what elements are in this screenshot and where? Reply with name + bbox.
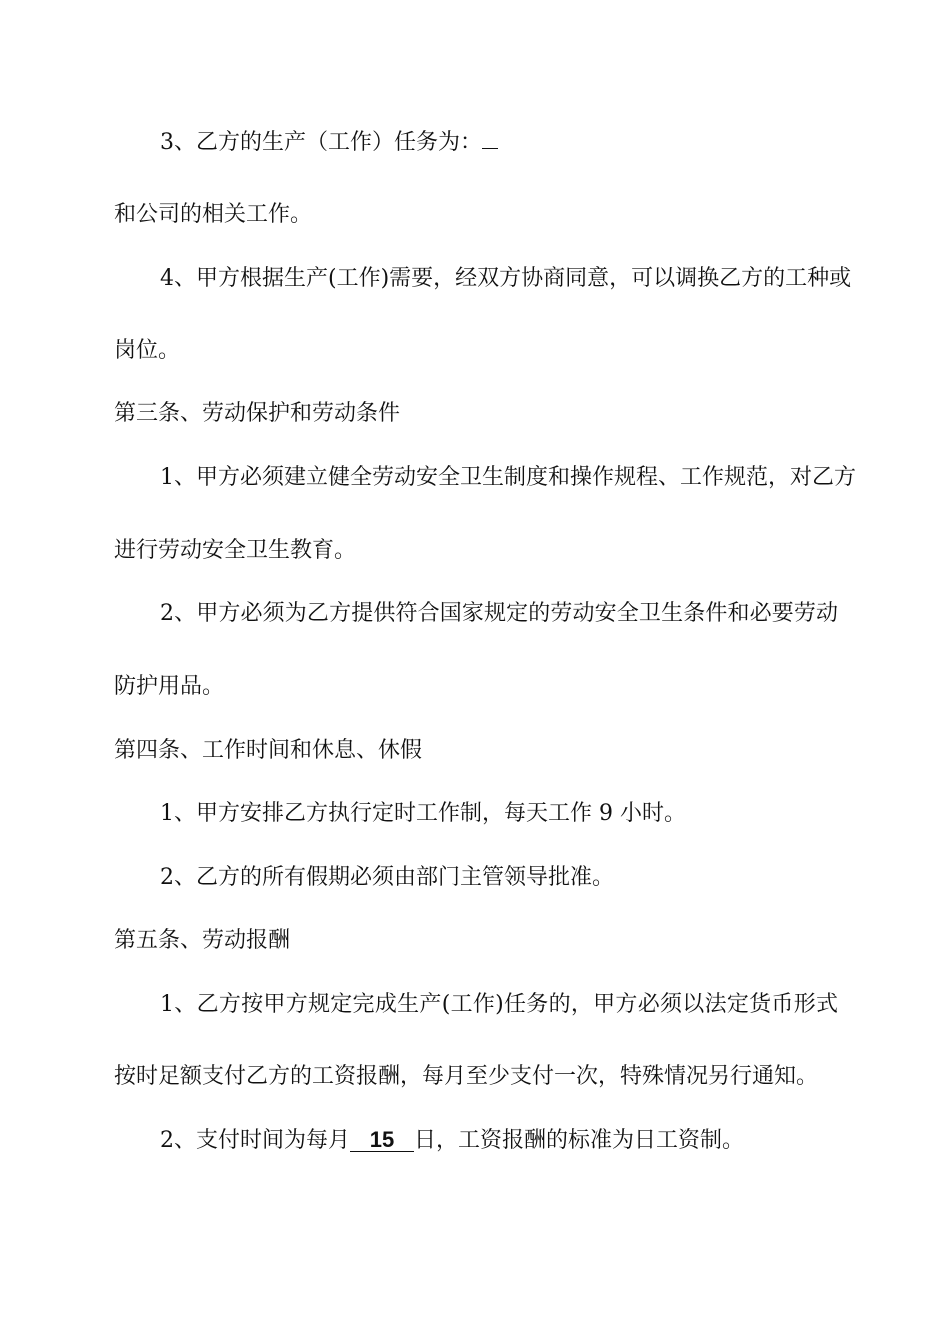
clause-2-4: 4、甲方根据生产(工作)需要，经双方协商同意，可以调换乙方的工种或 (160, 266, 852, 291)
clause-4-1: 1、甲方安排乙方执行定时工作制，每天工作 9 小时。 (160, 801, 686, 826)
article-4-heading: 第四条、工作时间和休息、休假 (114, 738, 423, 763)
article-3-heading: 第三条、劳动保护和劳动条件 (114, 401, 401, 426)
clause-5-1-cont: 按时足额支付乙方的工资报酬，每月至少支付一次，特殊情况另行通知。 (114, 1064, 819, 1089)
task-blank-field[interactable] (482, 148, 498, 149)
pay-day-field[interactable]: 15 (350, 1129, 414, 1152)
clause-5-2 (160, 1128, 744, 1154)
clause-5-1: 1、乙方按甲方规定完成生产(工作)任务的，甲方必须以法定货币形式 (160, 992, 838, 1017)
clause-2-4-cont: 岗位。 (114, 338, 181, 363)
article-5-heading: 第五条、劳动报酬 (114, 928, 291, 953)
clause-3-1-cont: 进行劳动安全卫生教育。 (114, 538, 357, 563)
clause-3-2-cont: 防护用品。 (114, 674, 225, 699)
clause-text: 日，工资报酬的标准为日工资制。 (414, 1128, 745, 1153)
clause-4-2: 2、乙方的所有假期必须由部门主管领导批准。 (160, 865, 614, 890)
clause-3-1: 1、甲方必须建立健全劳动安全卫生制度和操作规程、工作规范，对乙方 (160, 465, 856, 490)
clause-2-3 (160, 130, 498, 156)
clause-text: 3、乙方的生产（工作）任务为： (160, 130, 482, 155)
clause-2-3-cont: 和公司的相关工作。 (114, 202, 313, 227)
clause-text: 2、支付时间为每月 (160, 1128, 350, 1153)
clause-3-2: 2、甲方必须为乙方提供符合国家规定的劳动安全卫生条件和必要劳动 (160, 601, 838, 626)
